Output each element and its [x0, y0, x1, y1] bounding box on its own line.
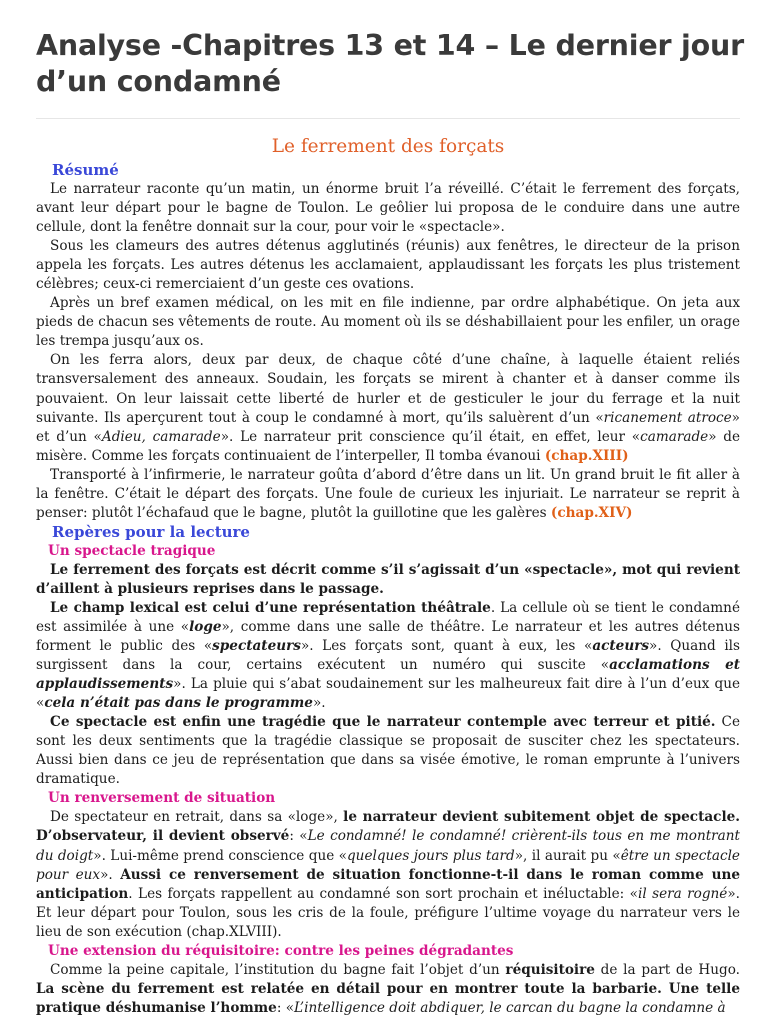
- renversement-heading: Un renversement de situation: [48, 790, 276, 807]
- reperes-heading: Repères pour la lecture: [52, 522, 250, 541]
- resume-paragraph-3: Après un bref examen médical, on les mit en file indienne, par ordre alphabétique. On jeta aux pieds de chacun ses vêtements de route. Au moment où ils se déshabillaient pour les enfiler, un orage les trempa jusqu’aux os.: [36, 295, 740, 350]
- spectacle-paragraph-1: Le ferrement des forçats est décrit comme s’il s’agissait d’un «spectacle», mot qui revient d’aillent à plusieurs reprises dans le passage.: [36, 561, 740, 597]
- resume-paragraph-5: Transporté à l’infirmerie, le narrateur goûta d’abord d’être dans un lit. Un grand bruit le fit aller à la fenêtre. C’était le départ des forçats. Une foule de curieux les injuriait. Le narrateur se reprit à penser: plutôt l’échafaud que le bagne, plutôt la guillotine que les galères (chap.XIV): [36, 466, 740, 521]
- document-body: [36, 133, 740, 1018]
- spectacle-paragraph-3: Ce spectacle est enfin une tragédie que le narrateur contemple avec terreur et pitié. Ce sont les deux sentiments que la tragédie classique se proposait de susciter chez les spectateurs. Aussi bien dans ce jeu de représentation que dans sa visée émotive, le roman emprunte à l’univers dramatique.: [36, 714, 740, 788]
- chapter-reference: (chap.XIV): [550, 504, 633, 521]
- spectacle-heading: Un spectacle tragique: [48, 542, 216, 559]
- resume-paragraph-4: On les ferra alors, deux par deux, de chaque côté d’une chaîne, à laquelle étaient reliés transversalement des anneaux. Soudain, les forçats se mirent à chanter et à danser comme ils pouvaient. On leur laissait cette liberté de hurler et de gesticuler le jour du ferrage et la nuit suivante. Ils aperçurent tout à coup le condamné à mort, qu’ils saluèrent d’un «ricanement atroce» et d’un «Adieu, camarade». Le narrateur prit conscience qu’il était, en effet, leur «camarade» de misère. Comme les forçats continuaient de l’interpeller, Il tomba évanoui (chap.XIII): [36, 352, 741, 464]
- main-heading: Le ferrement des forçats: [271, 136, 505, 157]
- renversement-paragraph: De spectateur en retrait, dans sa «loge», le narrateur devient subitement objet de spectacle. D’observateur, il devient observé: «Le condamné! le condamné! crièrent-ils tous en me montrant du doigt». Lui-même prend conscience que «quelques jours plus tard», il aurait pu «être un spectacle pour eux». Aussi ce renversement de situation fonctionne-t-il dans le roman comme une anticipation. Les forçats rappellent au condamné son sort prochain et inéluctable: «il sera rogné». Et leur départ pour Toulon, sous les cris de la foule, préfigure l’ultime voyage du narrateur vers le lieu de son exécution (chap.XLVIII).: [36, 809, 741, 940]
- requisitoire-heading: Une extension du réquisitoire: contre les peines dégradantes: [48, 942, 514, 959]
- title-divider: [36, 118, 740, 119]
- requisitoire-paragraph: Comme la peine capitale, l’institution du bagne fait l’objet d’un réquisitoire de la part de Hugo. La scène du ferrement est relatée en détail pour en montrer toute la barbarie. Une telle pratique déshumanise l’homme: «L’intelligence doit abdiquer, le carcan du bagne la condamne à: [36, 961, 740, 1016]
- resume-paragraph-1: Le narrateur raconte qu’un matin, un énorme bruit l’a réveillé. C’était le ferrement des forçats, avant leur départ pour le bagne de Toulon. Le geôlier lui proposa de le conduire dans une autre cellule, dont la fenêtre donnait sur la cour, pour voir le «spectacle».: [36, 181, 740, 236]
- resume-heading: Résumé: [52, 161, 119, 179]
- spectacle-paragraph-2: Le champ lexical est celui d’une représentation théâtrale. La cellule où se tient le condamné est assimilée à une «loge», comme dans une salle de théâtre. Le narrateur et les autres détenus forment le public des «spectateurs». Les forçats sont, quant à eux, les «acteurs». Quand ils surgissent dans la cour, certains exécutent un numéro qui suscite «acclamations et applaudissements». La pluie qui s’abat soudainement sur les malheureux fait dire à l’un d’eux que «cela n’était pas dans le programme».: [36, 599, 741, 712]
- resume-paragraph-2: Sous les clameurs des autres détenus agglutinés (réunis) aux fenêtres, le directeur de la prison appela les forçats. Les autres détenus les acclamaient, applaudissant les forçats les plus tristement célèbres; ceux-ci remerciaient d’un geste ces ovations.: [36, 238, 740, 293]
- page-title: Analyse -Chapitres 13 et 14 – Le dernier jour d’un condamné: [36, 29, 744, 98]
- chapter-reference: (chap.XIII): [544, 447, 629, 464]
